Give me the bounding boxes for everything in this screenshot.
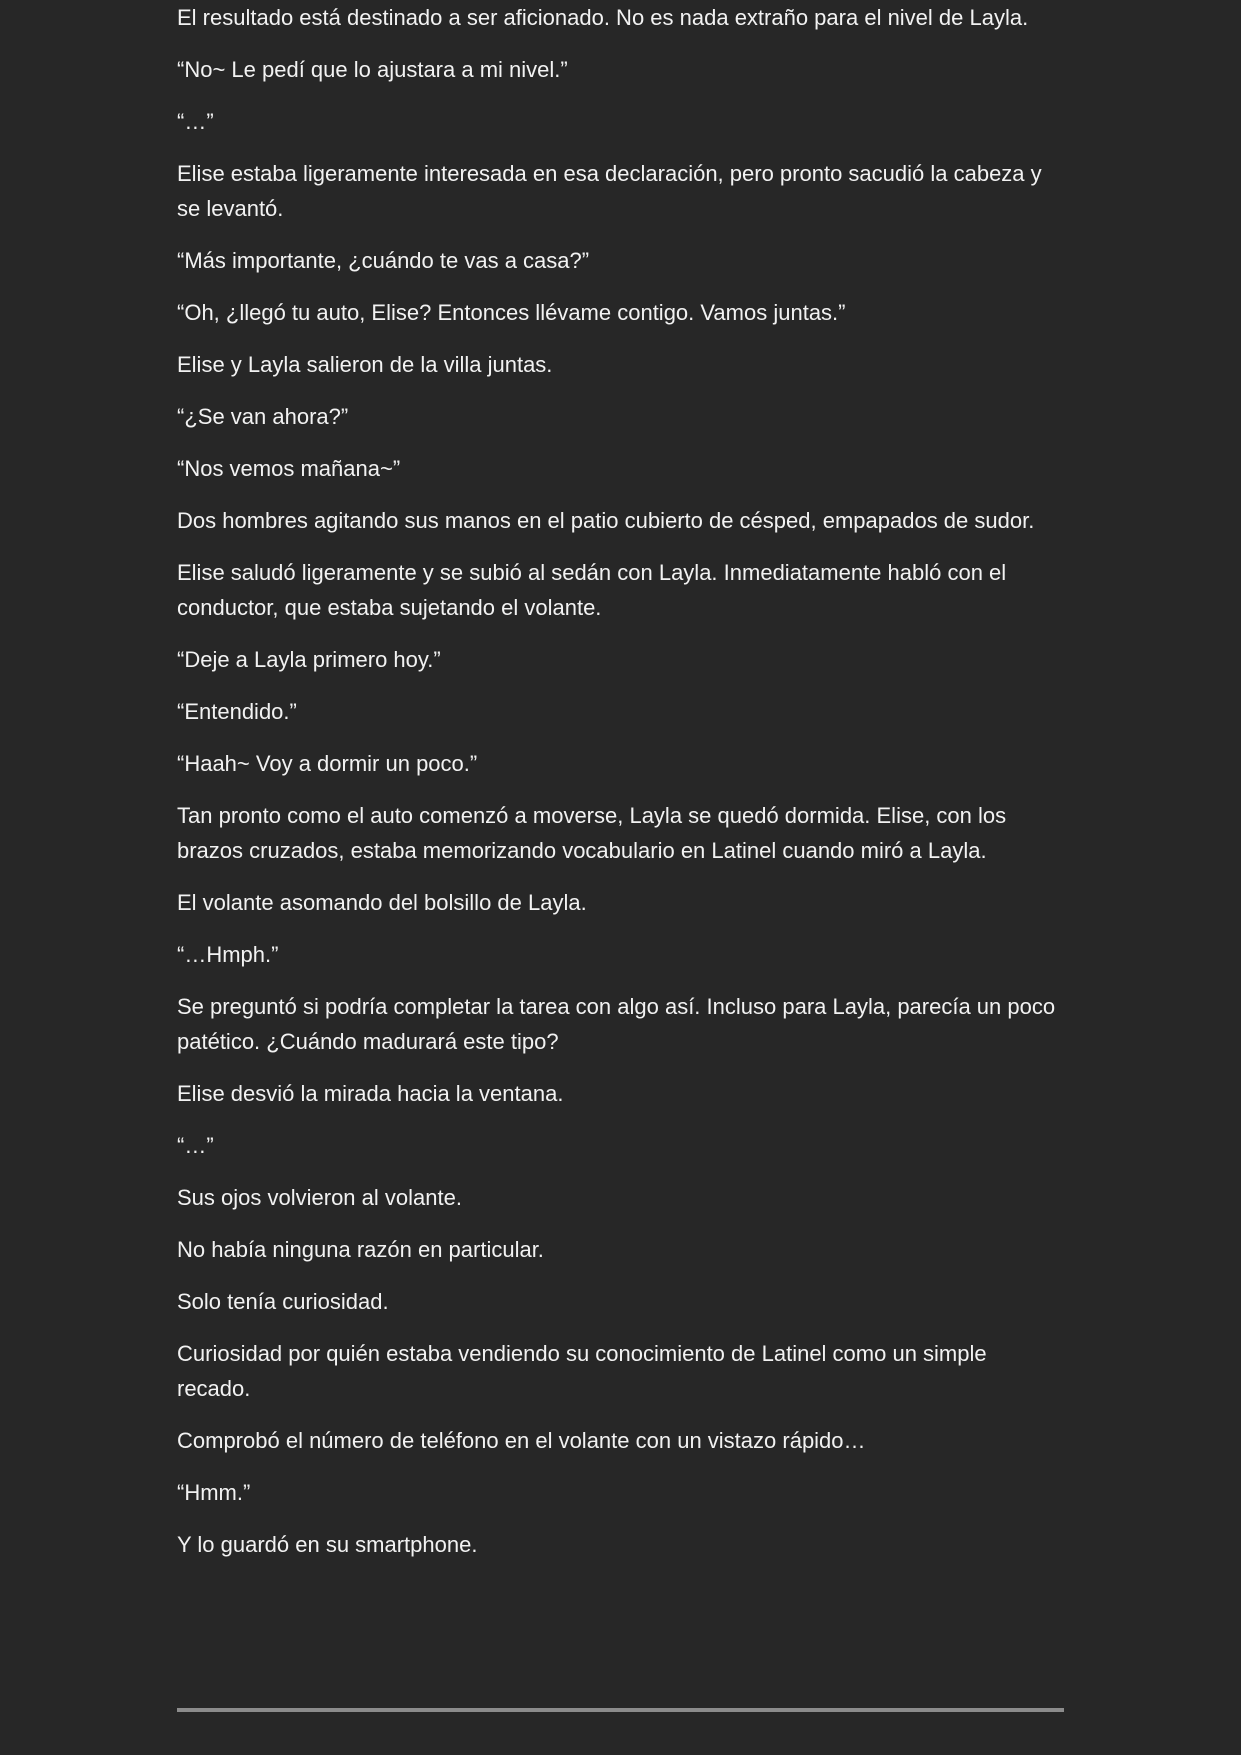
paragraph: Curiosidad por quién estaba vendiendo su conocimiento de Latinel como un simple recado. bbox=[177, 1341, 987, 1401]
paragraph: “…” bbox=[177, 1133, 214, 1158]
paragraph: “Haah~ Voy a dormir un poco.” bbox=[177, 751, 478, 776]
paragraph: El volante asomando del bolsillo de Layla. bbox=[177, 890, 587, 915]
paragraph: Elise desvió la mirada hacia la ventana. bbox=[177, 1081, 564, 1106]
paragraph: Comprobó el número de teléfono en el volante con un vistazo rápido… bbox=[177, 1428, 866, 1453]
paragraph: “Más importante, ¿cuándo te vas a casa?” bbox=[177, 248, 590, 273]
paragraph: Tan pronto como el auto comenzó a moverse, Layla se quedó dormida. Elise, con los brazos cruzados, estaba memorizando vocabulario en Latinel cuando miró a Layla. bbox=[177, 803, 1007, 863]
paragraph: “Hmm.” bbox=[177, 1480, 251, 1505]
paragraph: Elise y Layla salieron de la villa juntas. bbox=[177, 352, 553, 377]
paragraph: Elise estaba ligeramente interesada en esa declaración, pero pronto sacudió la cabeza y se levantó. bbox=[177, 161, 1042, 221]
paragraph: Y lo guardó en su smartphone. bbox=[177, 1532, 478, 1557]
paragraph: “¿Se van ahora?” bbox=[177, 404, 349, 429]
paragraph: “…Hmph.” bbox=[177, 942, 279, 967]
paragraph: “Entendido.” bbox=[177, 699, 297, 724]
paragraph: “Oh, ¿llegó tu auto, Elise? Entonces llévame contigo. Vamos juntas.” bbox=[177, 300, 846, 325]
paragraph: Se preguntó si podría completar la tarea con algo así. Incluso para Layla, parecía un poco patético. ¿Cuándo madurará este tipo? bbox=[177, 994, 1056, 1054]
paragraph: Sus ojos volvieron al volante. bbox=[177, 1185, 462, 1210]
paragraph: “No~ Le pedí que lo ajustara a mi nivel.” bbox=[177, 57, 568, 82]
section-divider bbox=[177, 1708, 1064, 1712]
paragraph: El resultado está destinado a ser aficionado. No es nada extraño para el nivel de Layla. bbox=[177, 5, 1029, 30]
paragraph: “Deje a Layla primero hoy.” bbox=[177, 647, 441, 672]
paragraph: “Nos vemos mañana~” bbox=[177, 456, 401, 481]
paragraph: Elise saludó ligeramente y se subió al sedán con Layla. Inmediatamente habló con el conductor, que estaba sujetando el volante. bbox=[177, 560, 1007, 620]
paragraph: Solo tenía curiosidad. bbox=[177, 1289, 389, 1314]
paragraph: No había ninguna razón en particular. bbox=[177, 1237, 544, 1262]
paragraph: “…” bbox=[177, 109, 214, 134]
chapter-text bbox=[177, 0, 1064, 1579]
paragraph: Dos hombres agitando sus manos en el patio cubierto de césped, empapados de sudor. bbox=[177, 508, 1035, 533]
